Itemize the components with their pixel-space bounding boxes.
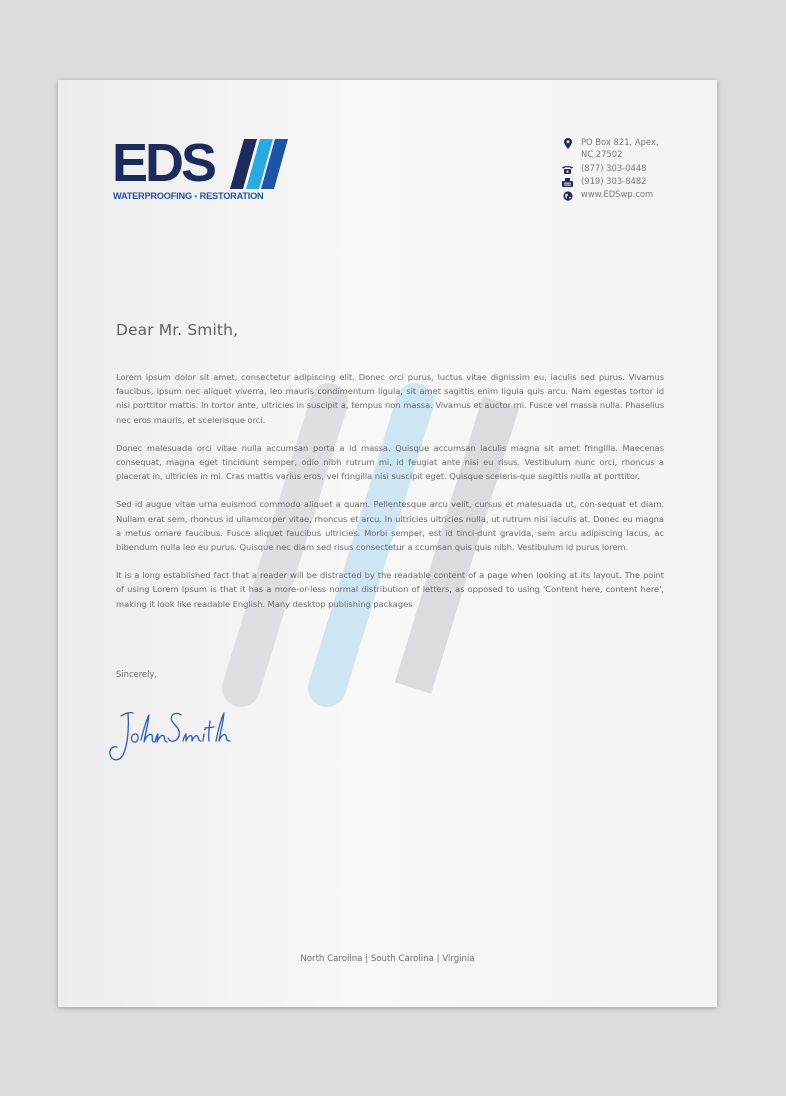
handwritten-signature [108, 707, 233, 763]
tagline-waterproofing: WATERPROOFING [113, 191, 192, 201]
body-paragraph-3: Sed id augue vitae urna euismod commodo aliquet a quam. Pellentesque arcu velit, cursus et malesuada ut, con-sequat et diam. Nullam erat sem, rhoncus id ullamcorper vitae, rhoncus et arcu. In ultricies ultricies nulla, ut rutrum nisi iaculis at. Donec eu magna a metus ornare faucibus. Fusce aliquet faucibus ultricies. Morbi semper, est id tinci-dunt gravida, sem arcu adipiscing lacus, ac bibendum nulla leo eu purus. Quisque nec diam sed risus consectetur a ccumsan quis quis nibh. Vestibulum id purus lorem. [116, 499, 664, 553]
eds-logo [112, 133, 287, 206]
body-paragraph-4: It is a long established fact that a reader will be distracted by the readable content of a page when looking at its layout. The point of using Lorem Ipsum is that it has a more-or-less normal distribution of letters, as opposed to using 'Content here, content here', making it look like readable English. Many desktop publishing packages [116, 570, 664, 609]
fax-icon [562, 177, 573, 188]
letter-body [116, 370, 664, 625]
logo-tagline [113, 191, 263, 201]
tagline-separator: • [194, 191, 198, 201]
website-link[interactable]: www.EDSwp.com [581, 189, 654, 199]
website-row [562, 189, 702, 201]
letterhead-page [58, 80, 717, 1007]
globe-icon [562, 190, 573, 201]
body-paragraph-1: Lorem ipsum dolor sit amet, consectetur adipiscing elit. Donec orci purus, luctus vitae dignissim eu, iaculis sed purus. Vivamus faucibus, ipsum nec aliquet viverra, leo mauris condimentum ligula, sit amet sagittis enim ligula quis arcu. Nam egestas tortor id nisi porttitor mattis. In tortor ante, ultricies in suscipit a, tempus non massa. Vivamus et auctor mi. Fusce vel massa nulla. Phasellus nec eros mauris, et scelerisque orci. [116, 372, 664, 425]
address-line-1: PO Box 821, Apex, [581, 137, 659, 147]
logo-wordmark: EDS [112, 133, 215, 193]
contact-block [562, 137, 702, 201]
location-pin-icon [562, 138, 573, 149]
phone-icon [562, 164, 573, 175]
address-line-2: NC 27502 [581, 148, 623, 159]
address-row [562, 137, 702, 160]
salutation: Dear Mr. Smith, [116, 321, 239, 339]
fax-row [562, 176, 702, 188]
phone-number: (877) 303-0448 [581, 163, 647, 173]
body-paragraph-2: Donec malesuada orci vitae nulla accumsan porta a id massa. Quisque accumsan iaculis magna sit amet fringilla. Maecenas consequat, magna eget tincidunt semper, odio nibh rutrum mi, id feugiat ante nisi eu risus. Vestibulum nunc orci, rhoncus a placerat in, ultricies in mi. Cras mattis varius eros, vel fringilla nisi suscipit eget. Quisque sceleris-que sagittis nulla at porttitor. [116, 442, 664, 482]
tagline-restoration: RESTORATION [199, 191, 264, 201]
footer-regions: North Carolina | South Carolina | Virginia [300, 954, 475, 964]
logo-stripes-icon [230, 139, 288, 189]
fax-number: (919) 303-8482 [581, 176, 647, 186]
closing: Sincerely, [116, 669, 158, 679]
phone-row [562, 163, 702, 175]
